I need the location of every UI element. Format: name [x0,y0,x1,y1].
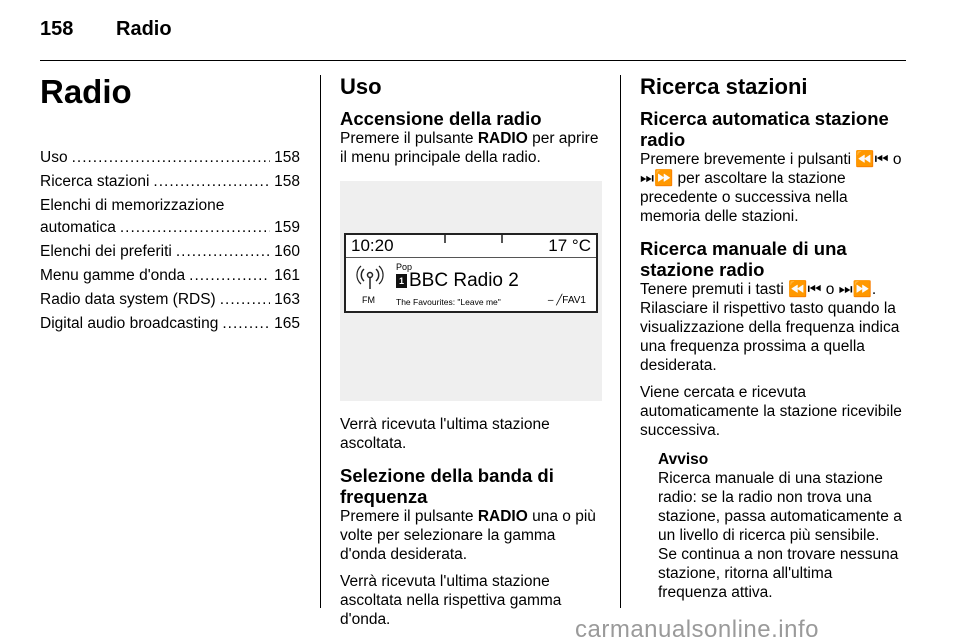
paragraph-ricerca-automatica: Premere brevemente i pulsanti ⏪⏮ o ⏭⏩ per ascoltare la stazione precedente o successiva nella memoria delle stazioni. [640,151,902,225]
notice-text: Ricerca manuale di una stazione radio: se la radio non trova una stazione, passa automaticamente a un livello di ricerca più sensibile. Se continua a non trovare nessuna stazione, ritorna all'ultima frequenza attiva. [658,470,902,601]
section-heading-uso: Uso [340,74,382,99]
ricerca-column [640,72,902,602]
subheading-selezione-banda: Selezione della banda di frequenza [340,465,554,507]
header-title: Radio [116,18,172,40]
display-temperature: 17 °C [548,236,591,255]
toc-item[interactable]: Digital audio broadcasting ..... 165 [40,313,300,335]
subheading-accensione: Accensione della radio [340,108,542,129]
paragraph-last-station: Verrà ricevuta l'ultima stazione ascoltata. [340,416,550,452]
paragraph-selezione-banda: Premere il pulsante RADIO una o più volte per selezionare la gamma d'onda desiderata. [340,508,596,563]
toc-item[interactable]: Elenchi di memorizzazione automatica ..... 159 [40,195,300,239]
subheading-ricerca-automatica: Ricerca automatica stazione radio [640,108,889,150]
display-favourite: – ╱FAV1 [547,295,586,306]
toc-item[interactable]: Radio data system (RDS) ..... 163 [40,289,300,311]
page-header [40,18,920,48]
column-divider-1 [320,75,321,608]
display-genre: Pop [396,262,413,272]
display-band: FM [362,295,375,305]
display-radio-text: The Favourites: "Leave me" [396,297,501,307]
toc-item[interactable]: Uso ..... 158 [40,147,300,169]
header-rule [40,60,906,61]
paragraph-accensione: Premere il pulsante RADIO per aprire il menu principale della radio. [340,130,599,166]
notice-box [658,450,902,602]
display-station: BBC Radio 2 [409,270,519,291]
notice-title: Avviso [658,451,709,468]
paragraph-ricerca-automatica-succ: Viene cercata e ricevuta automaticamente la stazione ricevibile successiva. [640,384,902,439]
uso-column [340,72,602,629]
radio-display-illustration [340,181,602,401]
paragraph-band-last-station: Verrà ricevuta l'ultima stazione ascoltata nella rispettiva gamma d'onda. [340,573,562,628]
radio-antenna-icon [356,263,384,291]
column-divider-2 [620,75,621,608]
section-heading-ricerca: Ricerca stazioni [640,74,808,99]
page-number: 158 [40,18,74,40]
toc-column [40,72,300,337]
toc-item[interactable]: Ricerca stazioni ..... 158 [40,171,300,193]
display-preset-badge: 1 [396,274,407,288]
paragraph-ricerca-manuale: Tenere premuti i tasti ⏪⏮ o ⏭⏩. Rilasciare il rispettivo tasto quando la visualizzazione della frequenza indica una frequenza prossima a quella desiderata. [640,281,900,374]
toc-item[interactable]: Menu gamme d'onda ..... 161 [40,265,300,287]
toc-item[interactable]: Elenchi dei preferiti ..... 160 [40,241,300,263]
watermark: carmanualsonline.info [575,616,819,643]
chapter-title: Radio [40,73,132,110]
subheading-ricerca-manuale: Ricerca manuale di una stazione radio [640,238,847,280]
display-time: 10:20 [351,236,394,255]
table-of-contents [40,147,300,335]
radio-lcd-screen [344,233,598,313]
